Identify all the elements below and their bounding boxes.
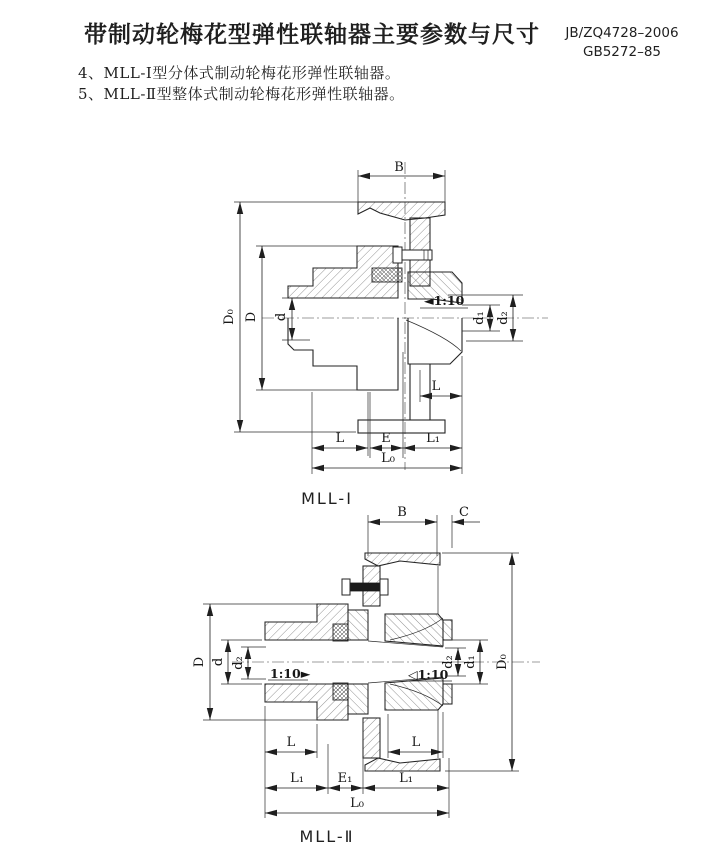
dim-label-d0-2: D₀ [495, 654, 510, 670]
dim-label-l1l-2: L₁ [290, 771, 304, 786]
dim-label-b1: B [394, 160, 404, 175]
dim-label-e-1: E [381, 431, 391, 446]
standard-gb: GB5272–85 [582, 44, 661, 60]
dim-label-ll-2: L [286, 735, 296, 750]
dim-label-d2l-2: d₂ [231, 656, 246, 670]
dim-label-l-1: L [335, 431, 345, 446]
page-title: 带制动轮梅花型弹性联轴器主要参数与尺寸 [84, 22, 540, 48]
dim-label-d-1: d [274, 312, 289, 322]
dimension-lines-2 [192, 505, 519, 818]
dim-label-d2r-2: d₂ [441, 655, 456, 669]
dim-label-lside-1: L [431, 379, 441, 394]
taper-note-1: ◄1:10 [424, 293, 465, 308]
dim-label-d2-1: d₂ [496, 311, 511, 325]
dim-label-dd-1: D [244, 311, 259, 323]
dim-label-lr-2: L [411, 735, 421, 750]
dim-label-l1r-2: L₁ [399, 771, 413, 786]
dim-label-d1-1: d₁ [472, 311, 487, 325]
dim-label-l1-1: L₁ [426, 431, 440, 446]
elastomer-spider-2 [333, 624, 348, 641]
dim-label-b2: B [397, 505, 407, 520]
dim-label-l0-2: L₀ [350, 796, 364, 811]
dim-label-c2: C [459, 505, 469, 520]
exterior-outline [288, 318, 462, 433]
mll-2-drawing [192, 505, 540, 818]
figure-caption-mll2: MLL-Ⅱ [299, 827, 355, 846]
standard-jb: JB/ZQ4728–2006 [565, 25, 679, 41]
taper-note-left-2: 1:10► [270, 666, 311, 681]
dim-label-d0-1: D₀ [222, 309, 237, 325]
note-item-5: 5、MLL-Ⅱ型整体式制动轮梅花形弹性联轴器。 [78, 85, 405, 103]
dim-label-l0-1: L₀ [381, 451, 395, 466]
dim-label-d1-2: d₁ [463, 655, 478, 669]
taper-note-right-2: ◁1:10 [408, 667, 449, 682]
elastomer-spider [372, 268, 402, 282]
figure-caption-mll1: MLL-Ⅰ [301, 489, 353, 508]
dim-label-e1-2: E₁ [337, 771, 353, 786]
mll-1-drawing [222, 160, 548, 474]
dim-label-d-2: d [211, 657, 226, 667]
note-item-4: 4、MLL-Ⅰ型分体式制动轮梅花形弹性联轴器。 [78, 64, 401, 82]
dim-label-dd-2: D [192, 656, 207, 668]
